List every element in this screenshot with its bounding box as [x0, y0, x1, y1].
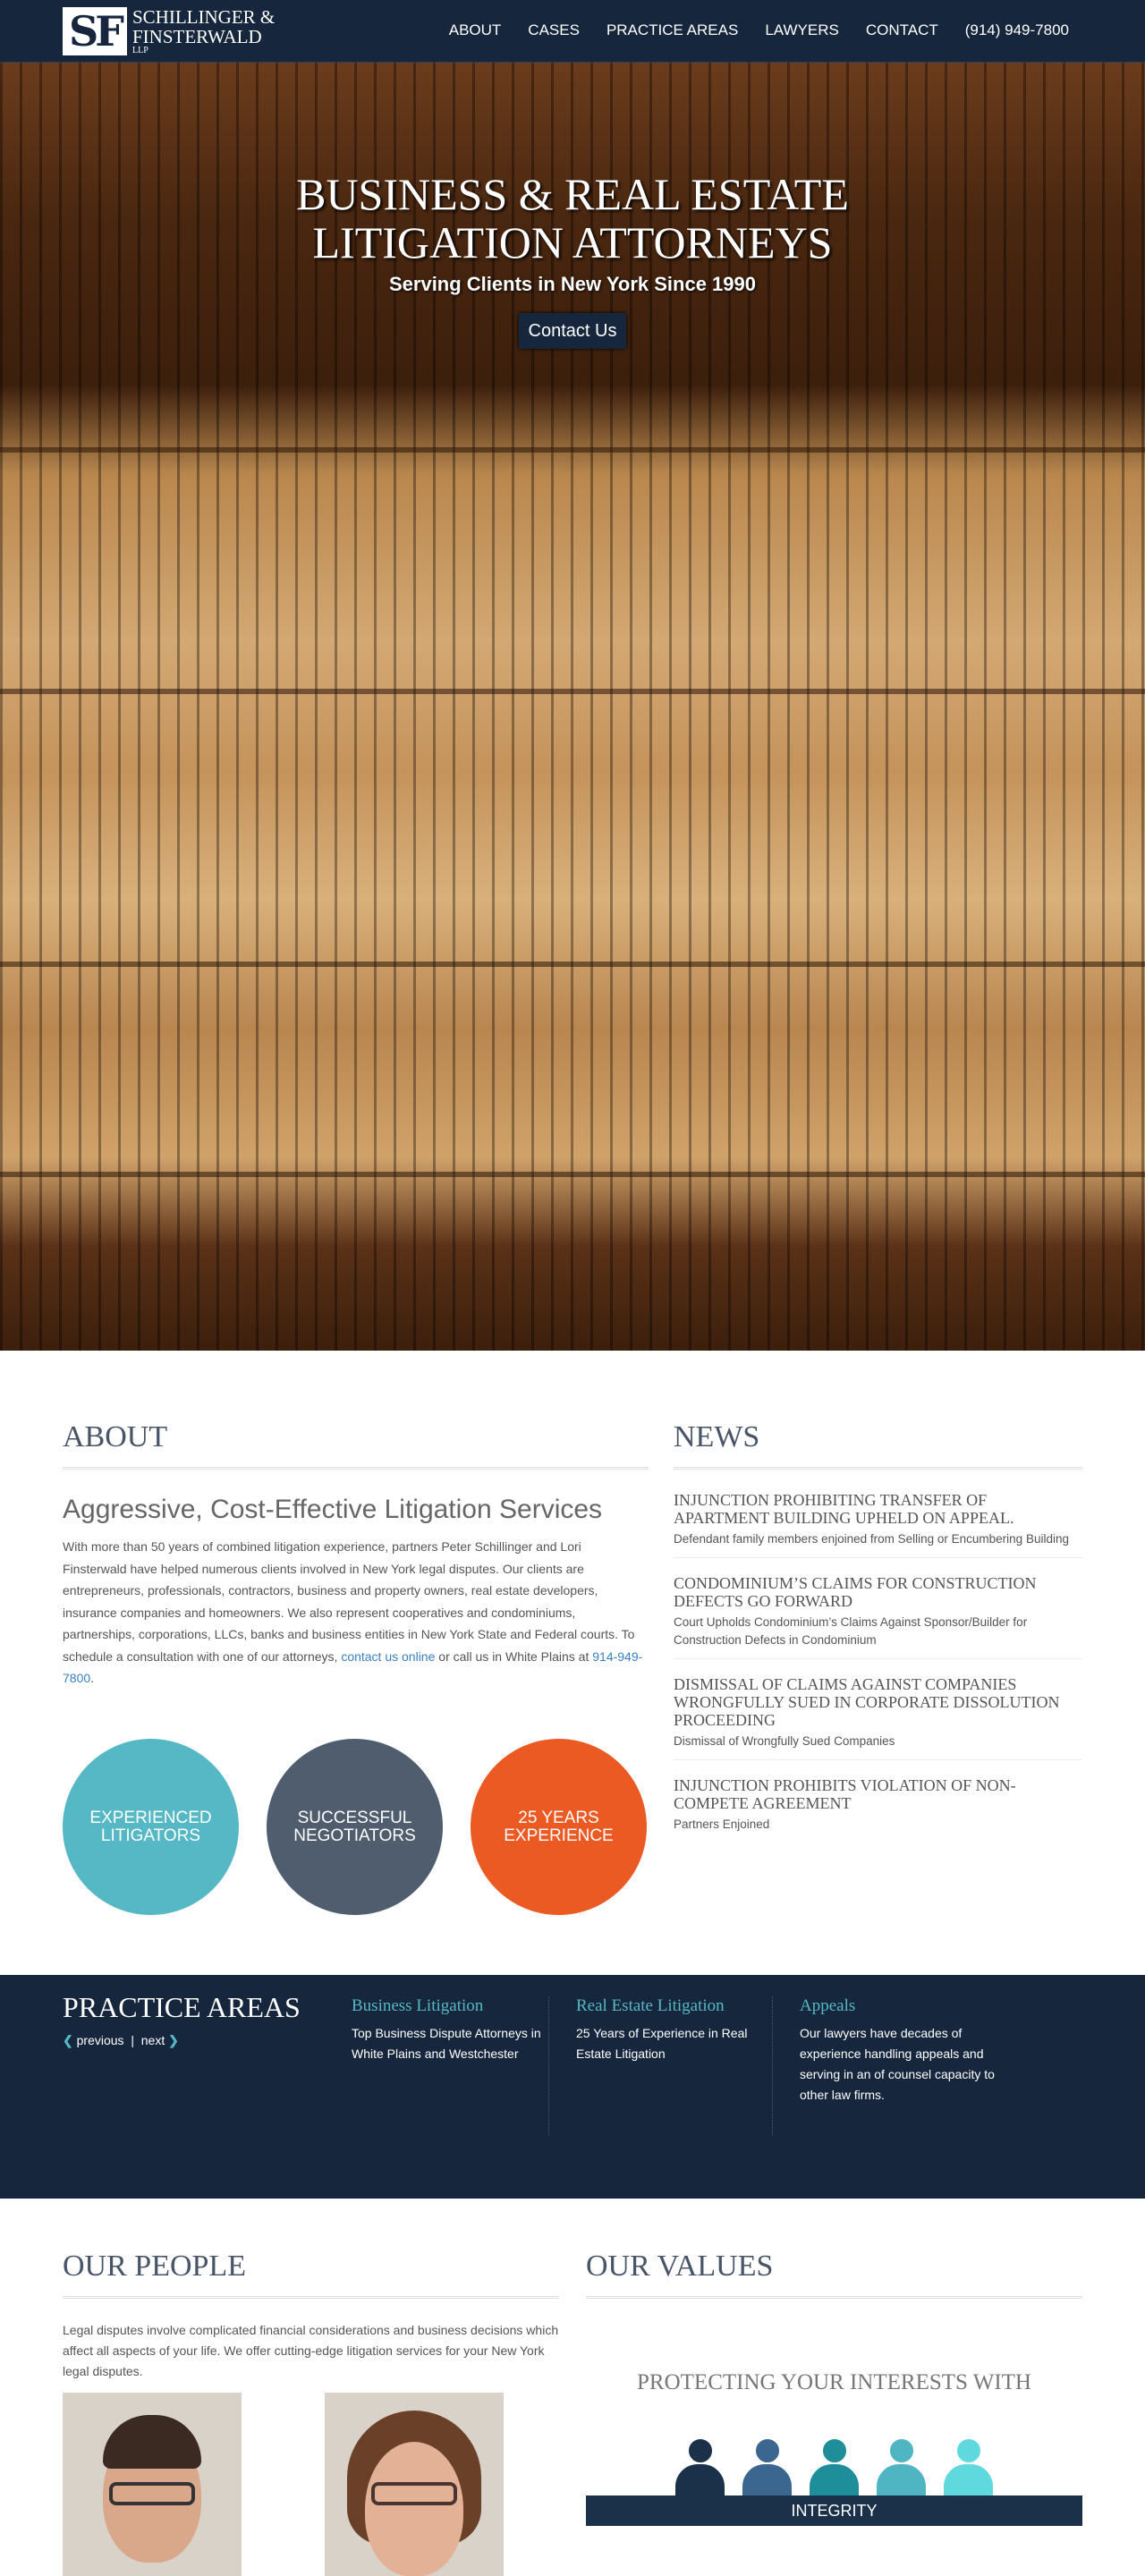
circle-years-experience: 25 YEARS EXPERIENCE: [471, 1739, 647, 1915]
hero-texture: [0, 962, 1145, 967]
news-title[interactable]: CONDOMINIUM’S CLAIMS FOR CONSTRUCTION DEFECTS GO FORWARD: [674, 1574, 1037, 1610]
person-icon: [944, 2437, 993, 2496]
person-icon: [810, 2437, 859, 2496]
about-text: or call us in White Plains at: [435, 1648, 593, 1664]
circle-experienced-litigators: EXPERIENCED LITIGATORS: [63, 1739, 239, 1915]
news-section: [674, 1420, 1082, 1843]
news-summary: Dismissal of Wrongfully Sued Companies: [674, 1734, 895, 1748]
hero-banner: [0, 63, 1145, 1351]
values-tagline: PROTECTING YOUR INTERESTS WITH: [637, 2370, 1031, 2394]
phone-link[interactable]: 914-949-7800: [63, 1648, 643, 1685]
our-values-section: [586, 2250, 1082, 2520]
about-body: [63, 1536, 649, 1690]
practice-text: 25 Years of Experience in Real Estate Litigation: [576, 2026, 748, 2061]
glasses: [371, 2482, 457, 2505]
hero-texture: [0, 447, 1145, 453]
news-item[interactable]: [674, 1470, 1082, 1558]
practice-areas-heading: PRACTICE AREAS: [63, 1991, 301, 2023]
logo-mark: SF: [63, 7, 127, 55]
hero-title-line: BUSINESS & REAL ESTATE: [296, 169, 849, 219]
news-item[interactable]: [674, 1558, 1082, 1659]
top-nav: [0, 0, 1145, 63]
chevron-right-icon[interactable]: ❯: [168, 2033, 179, 2047]
news-title[interactable]: INJUNCTION PROHIBITS VIOLATION OF NON-COMPETE AGREEMENT: [674, 1776, 1016, 1812]
main-menu: [449, 21, 1069, 39]
nav-cases[interactable]: CASES: [528, 21, 580, 38]
practice-title[interactable]: Real Estate Litigation: [576, 1996, 725, 2015]
hero-title: [0, 170, 1145, 267]
chevron-left-icon[interactable]: ❮: [63, 2033, 73, 2047]
nav-practice-areas[interactable]: PRACTICE AREAS: [606, 21, 739, 38]
practice-card[interactable]: [548, 1996, 772, 2135]
news-item[interactable]: [674, 1760, 1082, 1843]
our-people-heading: OUR PEOPLE: [63, 2250, 559, 2299]
about-subheading: Aggressive, Cost-Effective Litigation Services: [63, 1495, 603, 1524]
about-text: .: [90, 1671, 95, 1685]
about-heading: ABOUT: [63, 1420, 649, 1470]
practice-text: Top Business Dispute Attorneys in White Plains and Westchester: [352, 2026, 541, 2061]
practice-card[interactable]: [772, 1996, 996, 2135]
hero-texture: [0, 1172, 1145, 1177]
our-people-text: Legal disputes involve complicated financial considerations and business decisions which affect all aspects of your life. We offer cutting-edge litigation services for your New York legal disputes.: [63, 2323, 559, 2378]
news-title[interactable]: INJUNCTION PROHIBITING TRANSFER OF APARTMENT BUILDING UPHELD ON APPEAL.: [674, 1491, 1014, 1527]
practice-areas-section: [0, 1975, 1145, 2199]
our-people-section: [63, 2250, 559, 2382]
nav-lawyers[interactable]: LAWYERS: [765, 21, 839, 38]
separator: |: [131, 2033, 134, 2047]
news-summary: Defendant family members enjoined from Selling or Encumbering Building: [674, 1532, 1069, 1546]
practice-title[interactable]: Appeals: [800, 1996, 856, 2015]
nav-phone[interactable]: (914) 949-7800: [964, 21, 1069, 38]
hero-texture: [0, 689, 1145, 694]
our-values-heading: OUR VALUES: [586, 2250, 1082, 2299]
news-summary: Partners Enjoined: [674, 1818, 770, 1831]
next-link[interactable]: next: [140, 2033, 165, 2047]
logo-text: [132, 7, 275, 55]
practice-card[interactable]: [352, 1996, 548, 2135]
practice-title[interactable]: Business Litigation: [352, 1996, 484, 2015]
circle-successful-negotiators: SUCCESSFUL NEGOTIATORS: [267, 1739, 443, 1915]
news-title[interactable]: DISMISSAL OF CLAIMS AGAINST COMPANIES WRONGFULLY SUED IN CORPORATE DISSOLUTION PROCEEDING: [674, 1675, 1060, 1729]
logo[interactable]: [63, 7, 275, 55]
carousel-nav: [63, 2033, 179, 2048]
hair: [103, 2415, 201, 2469]
face: [365, 2442, 463, 2576]
hero-subtitle: Serving Clients in New York Since 1990: [388, 273, 757, 295]
contact-online-link[interactable]: contact us online: [341, 1648, 436, 1664]
previous-link[interactable]: previous: [76, 2033, 124, 2047]
value-banner: INTEGRITY: [586, 2496, 1082, 2526]
person-icon: [675, 2437, 725, 2496]
news-item[interactable]: [674, 1659, 1082, 1760]
about-text: With more than 50 years of combined litigation experience, partners Peter Schillinger and Lori Finsterwald have helped numerous clients involved in New York legal disputes. Our clients are entrepreneurs, professionals, contractors, business and property owners, real estate developers, insurance companies and homeowners. We also represent cooperatives and condominiums, partnerships, corporations, LLCs, banks and business entities in New York State and Federal courts. To schedule a consultation with one of our attorneys,: [63, 1539, 635, 1664]
nav-contact[interactable]: CONTACT: [865, 21, 938, 38]
person-icon: [877, 2437, 926, 2496]
logo-line: FINSTERWALD: [132, 26, 262, 47]
practice-text: Our lawyers have decades of experience handling appeals and serving in an of counsel capacity to other law firms.: [800, 2026, 995, 2102]
contact-us-button[interactable]: Contact Us: [519, 313, 626, 349]
hero-title-line: LITIGATION ATTORNEYS: [312, 217, 833, 267]
lawyer-photo-male[interactable]: [63, 2393, 242, 2576]
people-icons: [675, 2437, 993, 2496]
nav-about[interactable]: ABOUT: [448, 21, 502, 38]
person-icon: [742, 2437, 792, 2496]
news-heading: NEWS: [674, 1420, 1082, 1470]
glasses: [109, 2482, 195, 2505]
logo-line: SCHILLINGER &: [132, 6, 276, 28]
news-summary: Court Upholds Condominium’s Claims Against Sponsor/Builder for Construction Defects in Condominium: [674, 1615, 1028, 1647]
logo-line: LLP: [132, 46, 148, 55]
lawyer-photo-female[interactable]: [325, 2393, 504, 2576]
about-section: [63, 1420, 649, 1690]
